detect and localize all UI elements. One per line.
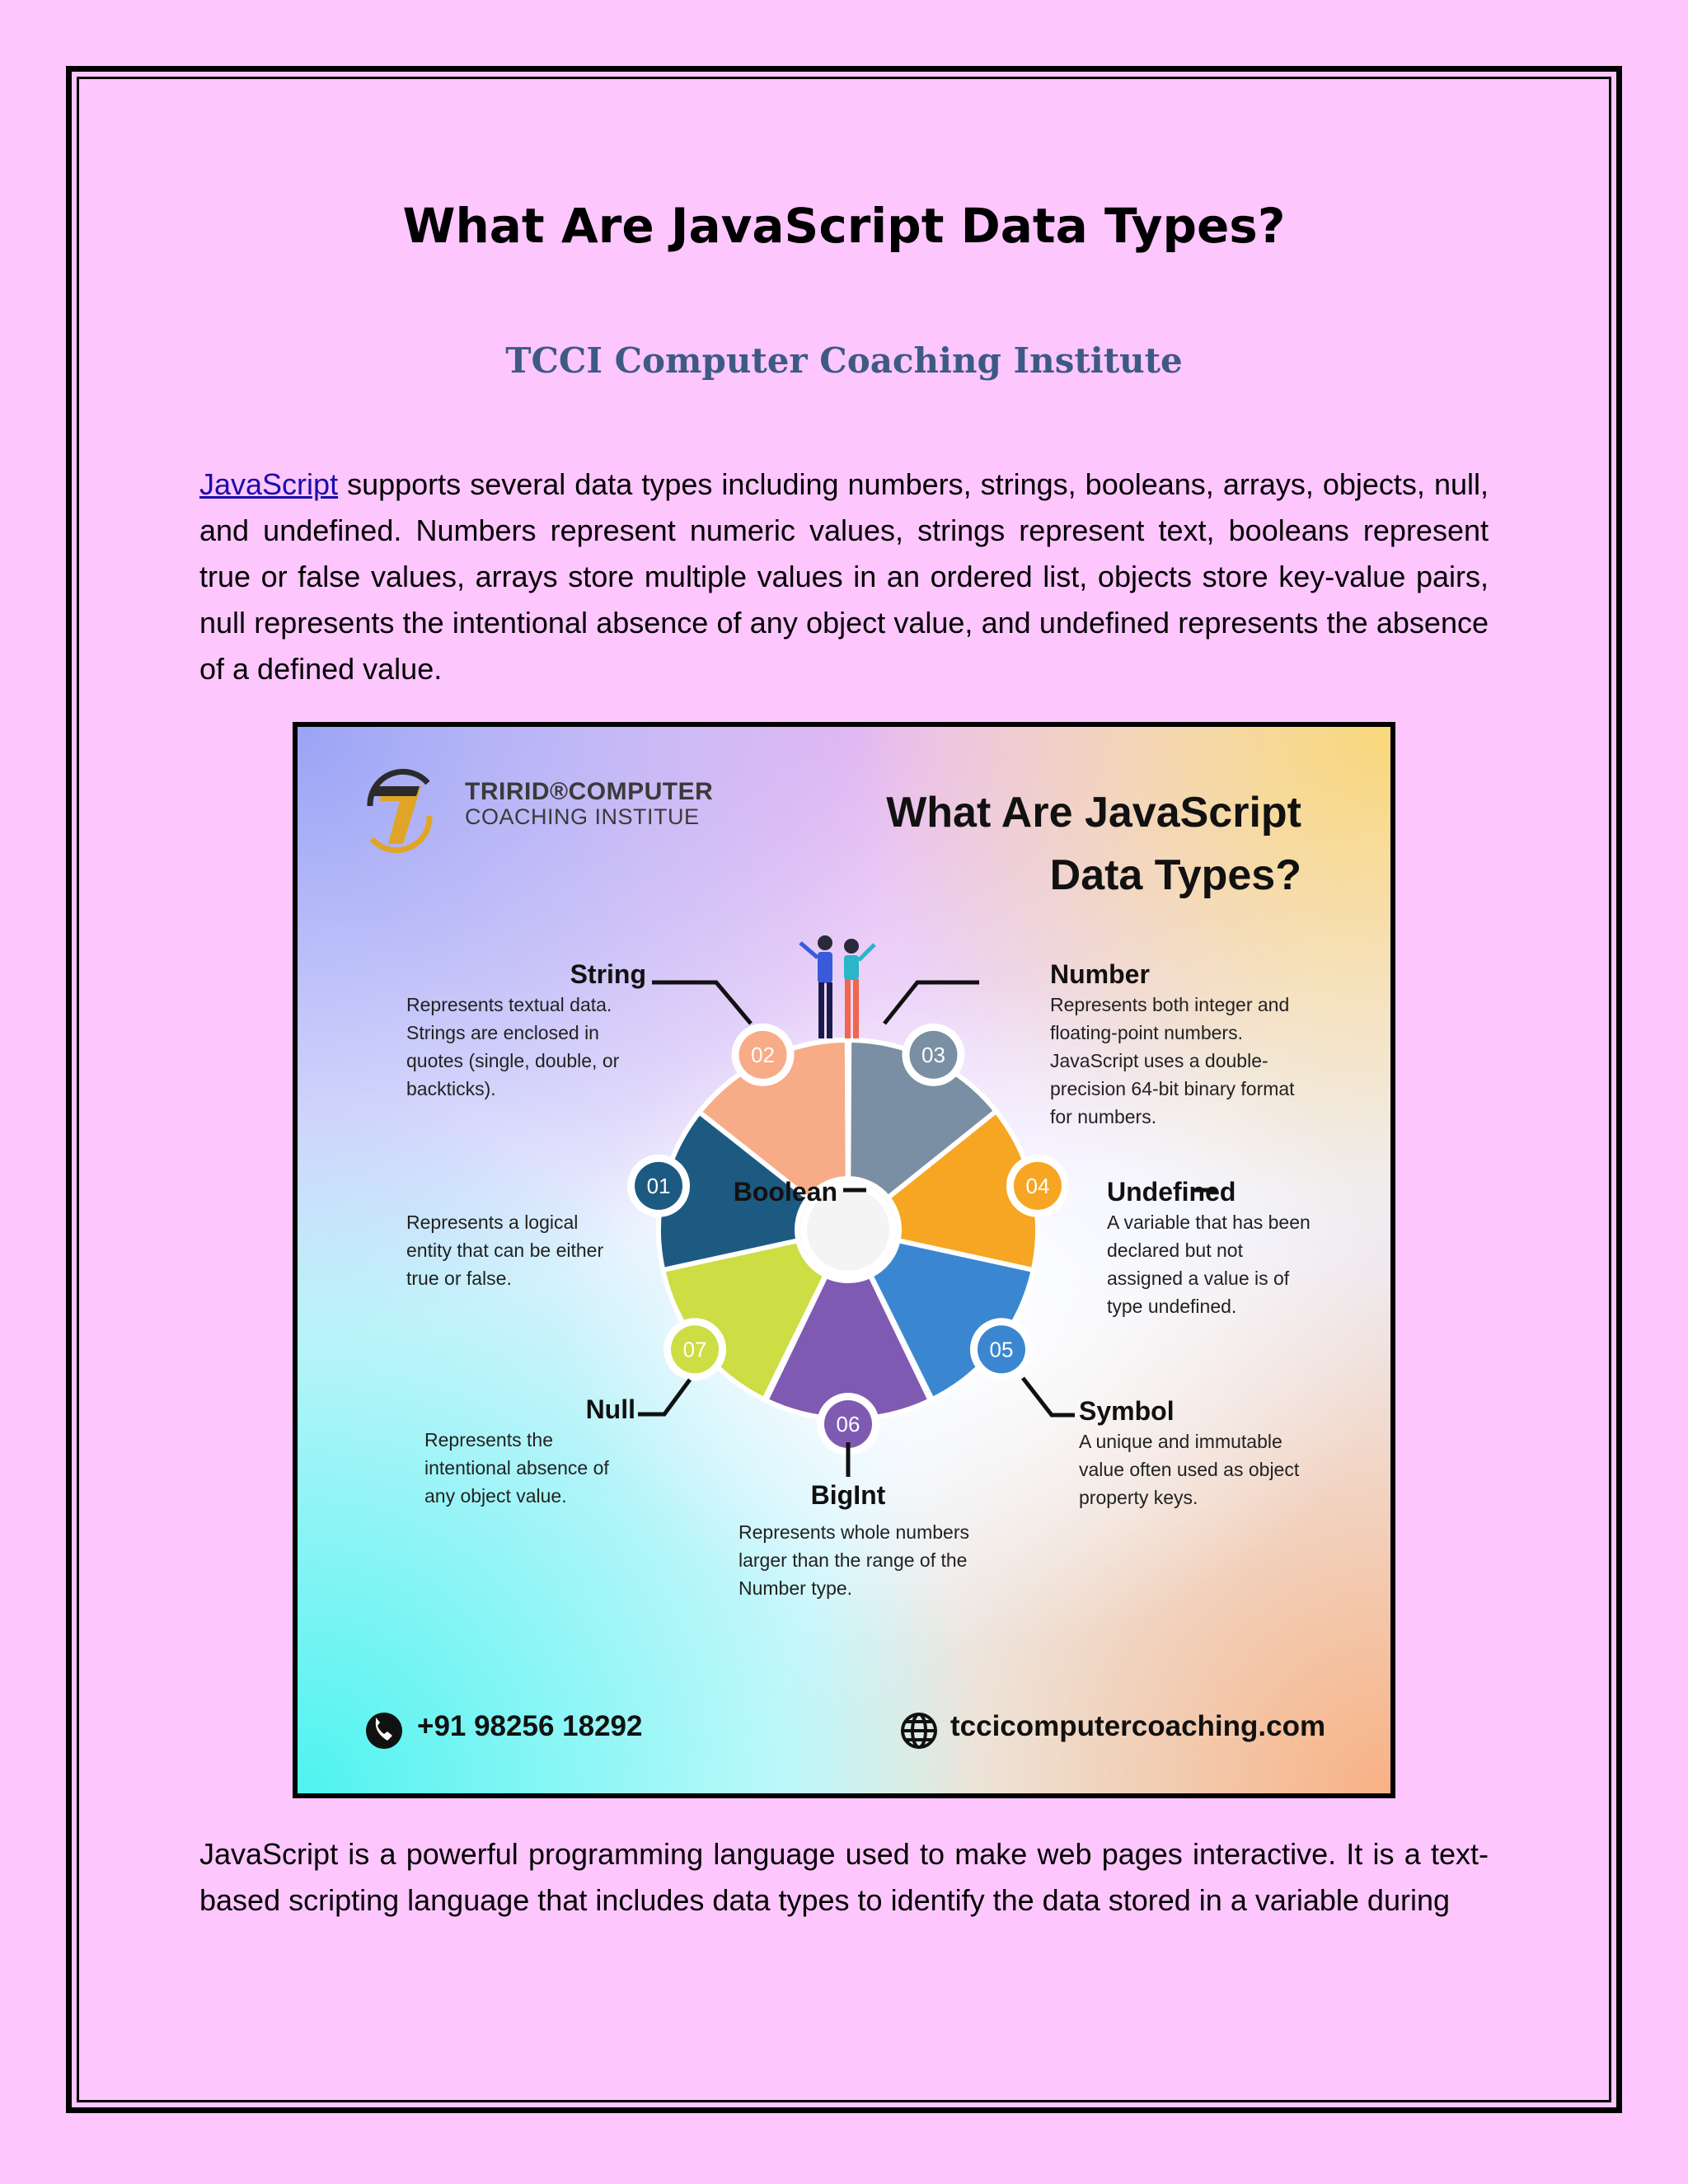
desc-line: true or false. [406, 1268, 512, 1289]
badge-number-03: 03 [921, 1042, 945, 1067]
logo-mark-icon [370, 771, 429, 850]
people-illustration-icon [800, 935, 874, 1038]
leader-line-null [638, 1380, 690, 1414]
desc-line: Represents both integer and [1050, 994, 1290, 1015]
globe-icon [903, 1714, 935, 1747]
intro-paragraph [199, 462, 1489, 692]
logo-tagline: COACHING INSTITUE [465, 804, 700, 829]
label-null: Null [585, 1394, 635, 1424]
label-number: Number [1050, 959, 1150, 989]
desc-line: Represents a logical [406, 1212, 579, 1233]
desc-line: assigned a value is of [1107, 1268, 1290, 1289]
page-subtitle: TCCI Computer Coaching Institute [505, 340, 1183, 381]
badge-number-07: 07 [682, 1337, 707, 1362]
desc-line: type undefined. [1107, 1296, 1237, 1317]
badge-number-06: 06 [836, 1412, 860, 1436]
desc-line: Represents the [424, 1429, 553, 1451]
desc-line: Strings are enclosed in [406, 1022, 599, 1043]
badge-number-04: 04 [1025, 1173, 1050, 1198]
desc-line: JavaScript uses a double- [1050, 1050, 1268, 1071]
desc-boolean [406, 1208, 603, 1292]
badge-number-01: 01 [646, 1173, 671, 1198]
label-symbol: Symbol [1079, 1396, 1175, 1426]
desc-line: quotes (single, double, or [406, 1050, 620, 1071]
desc-line: Number type. [738, 1577, 853, 1599]
desc-line: entity that can be either [406, 1240, 604, 1261]
javascript-link[interactable]: JavaScript [199, 467, 339, 501]
desc-line: value often used as object [1079, 1459, 1300, 1480]
body-paragraph: JavaScript is a powerful programming language used to make web pages interactive. It is a text-based scripting language that includes data types to identify the data stored in a variable during [199, 1837, 1489, 1917]
label-undefined: Undefined [1107, 1177, 1236, 1207]
phone-icon [366, 1713, 402, 1749]
phone-number: +91 98256 18292 [417, 1710, 643, 1742]
label-bigint: BigInt [810, 1480, 886, 1510]
desc-symbol [1079, 1427, 1299, 1511]
desc-line: A variable that has been [1107, 1212, 1311, 1233]
desc-undefined [1107, 1208, 1311, 1320]
desc-null [424, 1426, 609, 1510]
leader-line-symbol [1023, 1378, 1075, 1415]
website-url: tccicomputercoaching.com [950, 1710, 1326, 1742]
label-boolean: Boolean [733, 1177, 837, 1207]
logo-name: TRIRID®COMPUTER [465, 778, 714, 805]
desc-line: for numbers. [1050, 1106, 1157, 1127]
badge-number-05: 05 [989, 1337, 1014, 1362]
desc-number [1050, 991, 1295, 1131]
infographic-title-line1: What Are JavaScript [886, 789, 1301, 837]
badge-number-02: 02 [751, 1042, 776, 1067]
leader-line-string [652, 982, 751, 1024]
desc-line: Represents textual data. [406, 994, 612, 1015]
desc-line: declared but not [1107, 1240, 1243, 1261]
leader-line-number [884, 982, 979, 1024]
desc-line: larger than the range of the [738, 1549, 968, 1571]
label-string: String [570, 959, 646, 989]
desc-line: property keys. [1079, 1487, 1198, 1508]
desc-line: any object value. [424, 1485, 567, 1507]
desc-line: backticks). [406, 1078, 496, 1099]
desc-line: Represents whole numbers [738, 1521, 969, 1543]
desc-line: floating-point numbers. [1050, 1022, 1243, 1043]
intro-paragraph-text: supports several data types including numbers, strings, booleans, arrays, objects, null, and undefined. Numbers represent numeric values, strings represent text, booleans represent true or false values, arrays store multiple values in an ordered list, objects store key-value pairs, null represents the intentional absence of any object value, and undefined represents the absence of a defined value. [199, 467, 1489, 686]
data-types-infographic [293, 722, 1395, 1798]
desc-bigint [738, 1518, 1002, 1602]
desc-line: A unique and immutable [1079, 1431, 1282, 1452]
page-title: What Are JavaScript Data Types? [402, 198, 1286, 254]
infographic-title-line2: Data Types? [1049, 851, 1301, 899]
desc-line: precision 64-bit binary format [1050, 1078, 1295, 1099]
infographic-title [840, 781, 1301, 907]
desc-line: intentional absence of [424, 1457, 609, 1479]
desc-string [406, 991, 619, 1103]
